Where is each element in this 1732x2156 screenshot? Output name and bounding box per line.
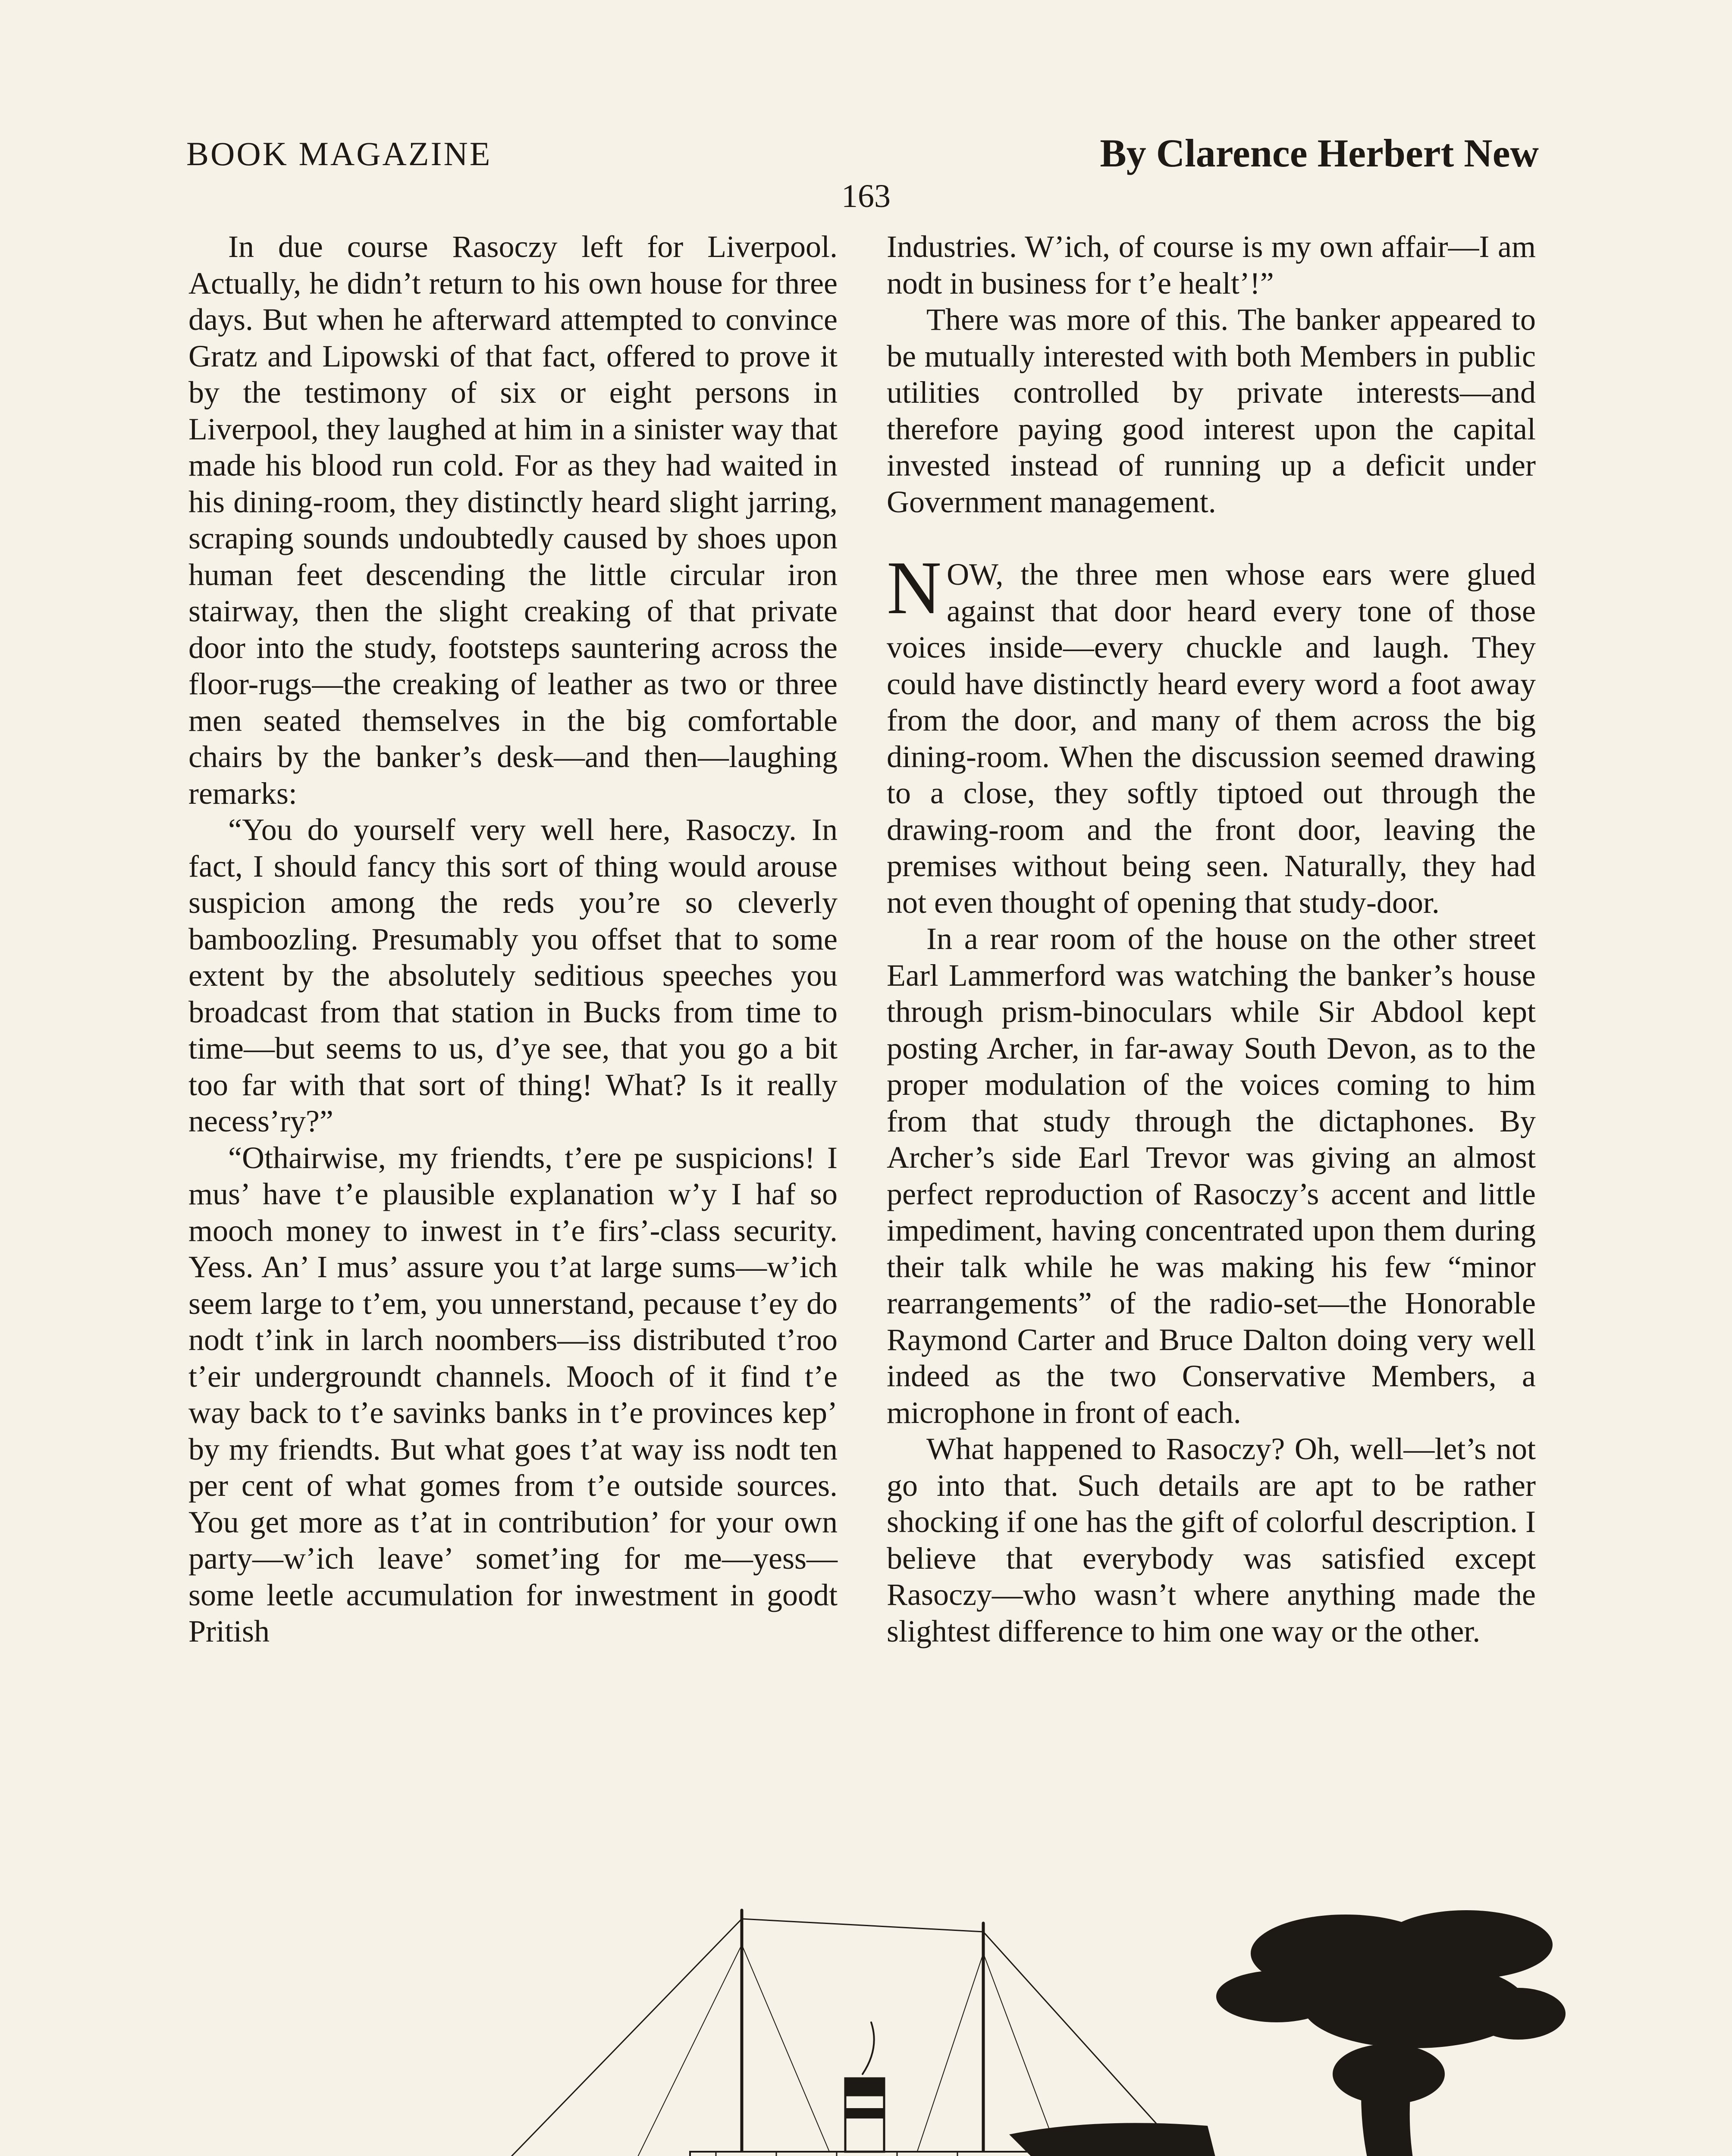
steam-yacht-with-tree-icon xyxy=(449,1893,1570,2156)
paragraph: In a rear room of the house on the other street Earl Lammerford was watching the banker’s house through prism-binoculars while Sir Abdool kept posting Archer, in far-away South Devon, as to the proper modulation of the voices coming to him from that study through the dictaphones. By Archer’s side Earl Trevor was giving an almost perfect reproduction of Rasoczy’s accent and little impediment, having concentrated upon them during their talk while he was making his few “minor rearrangements” of the radio-set—the Honorable Raymond Carter and Bruce Dalton doing very well indeed as the two Conservative Members, a microphone in front of each. xyxy=(887,921,1536,1430)
paragraph: What happened to Rasoczy? Oh, well—let’s not go into that. Such details are apt to be rather shocking if one has the gift of colorful description. I believe that everybody was satisfied except Rasoczy—who wasn’t where anything made the slightest difference to him one way or the other. xyxy=(887,1432,1536,1648)
paragraph: “You do yourself very well here, Rasoczy. In fact, I should fancy this sort of thing would arouse suspicion among the reds you’re so cleverly bamboozling. Presumably you offset that to some extent by the absolutely seditious speeches you broadcast from that station in Bucks from time to time—but seems to us, d’ye see, that you go a bit too far with that sort of thing! What? Is it really necess’ry?” xyxy=(188,812,838,1138)
paragraph-text: OW, the three men whose ears were glued against that door heard every tone of those voices inside—every chuckle and laugh. They could have distinctly heard every word a foot away from the door, and many of them across the big dining-room. When the discussion seemed drawing to a close, they softly tiptoed out through the drawing-room and the front door, leaving the premises without being seen. Naturally, they had not even thought of opening that study-door. xyxy=(887,557,1536,920)
publication-title: BOOK MAGAZINE xyxy=(186,135,492,172)
page-number: 163 xyxy=(841,178,891,214)
left-column xyxy=(188,229,838,1650)
drop-cap: N xyxy=(887,546,942,630)
paragraph: In due course Rasoczy left for Liverpool. Actually, he didn’t return to his own house for three days. But when he afterward attempted to convince Gratz and Lipowski of that fact, offered to prove it by the testimony of six or eight persons in Liverpool, they laughed at him in a sinister way that made his blood run cold. For as they had waited in his dining-room, they distinctly heard slight jarring, scraping sounds undoubtedly caused by shoes upon human feet descending the little circular iron stairway, then the slight creaking of that private door into the study, footsteps sauntering across the floor-rugs—the creaking of leather as two or three men seated themselves in the big comfortable chairs by the banker’s desk—and then—laughing remarks: xyxy=(188,229,838,811)
section-paragraph xyxy=(887,546,1536,921)
paragraph: There was more of this. The banker appeared to be mutually interested with both Members in public utilities controlled by private interests—and therefore paying good interest upon the capital invested instead of running up a deficit under Government management. xyxy=(887,302,1536,519)
paragraph: Industries. W’ich, of course is my own affair—I am nodt in business for t’e healt’!” xyxy=(887,229,1536,301)
author-byline: By Clarence Herbert New xyxy=(1100,131,1539,175)
paragraph: “Othairwise, my friendts, t’ere pe suspicions! I mus’ have t’e plausible explanation w’y I haf so mooch money to inwest in t’e firs’-class security. Yess. An’ I mus’ assure you t’at large sums—w’ich seem large to t’em, you unnerstand, pecause t’ey do nodt t’ink in larch noombers—iss distributed t’roo t’eir undergroundt channels. Mooch of it find t’e way back to t’e savinks banks in t’e provinces kep’ by my friendts. But what goes t’at way iss nodt ten per cent of what gomes from t’e outside sources. You get more as t’at in contribution’ for your own party—w’ich leave’ somet’ing for me—yess—some leetle accumulation for inwestment in goodt Pritish xyxy=(188,1140,838,1648)
right-column xyxy=(887,229,1536,1649)
